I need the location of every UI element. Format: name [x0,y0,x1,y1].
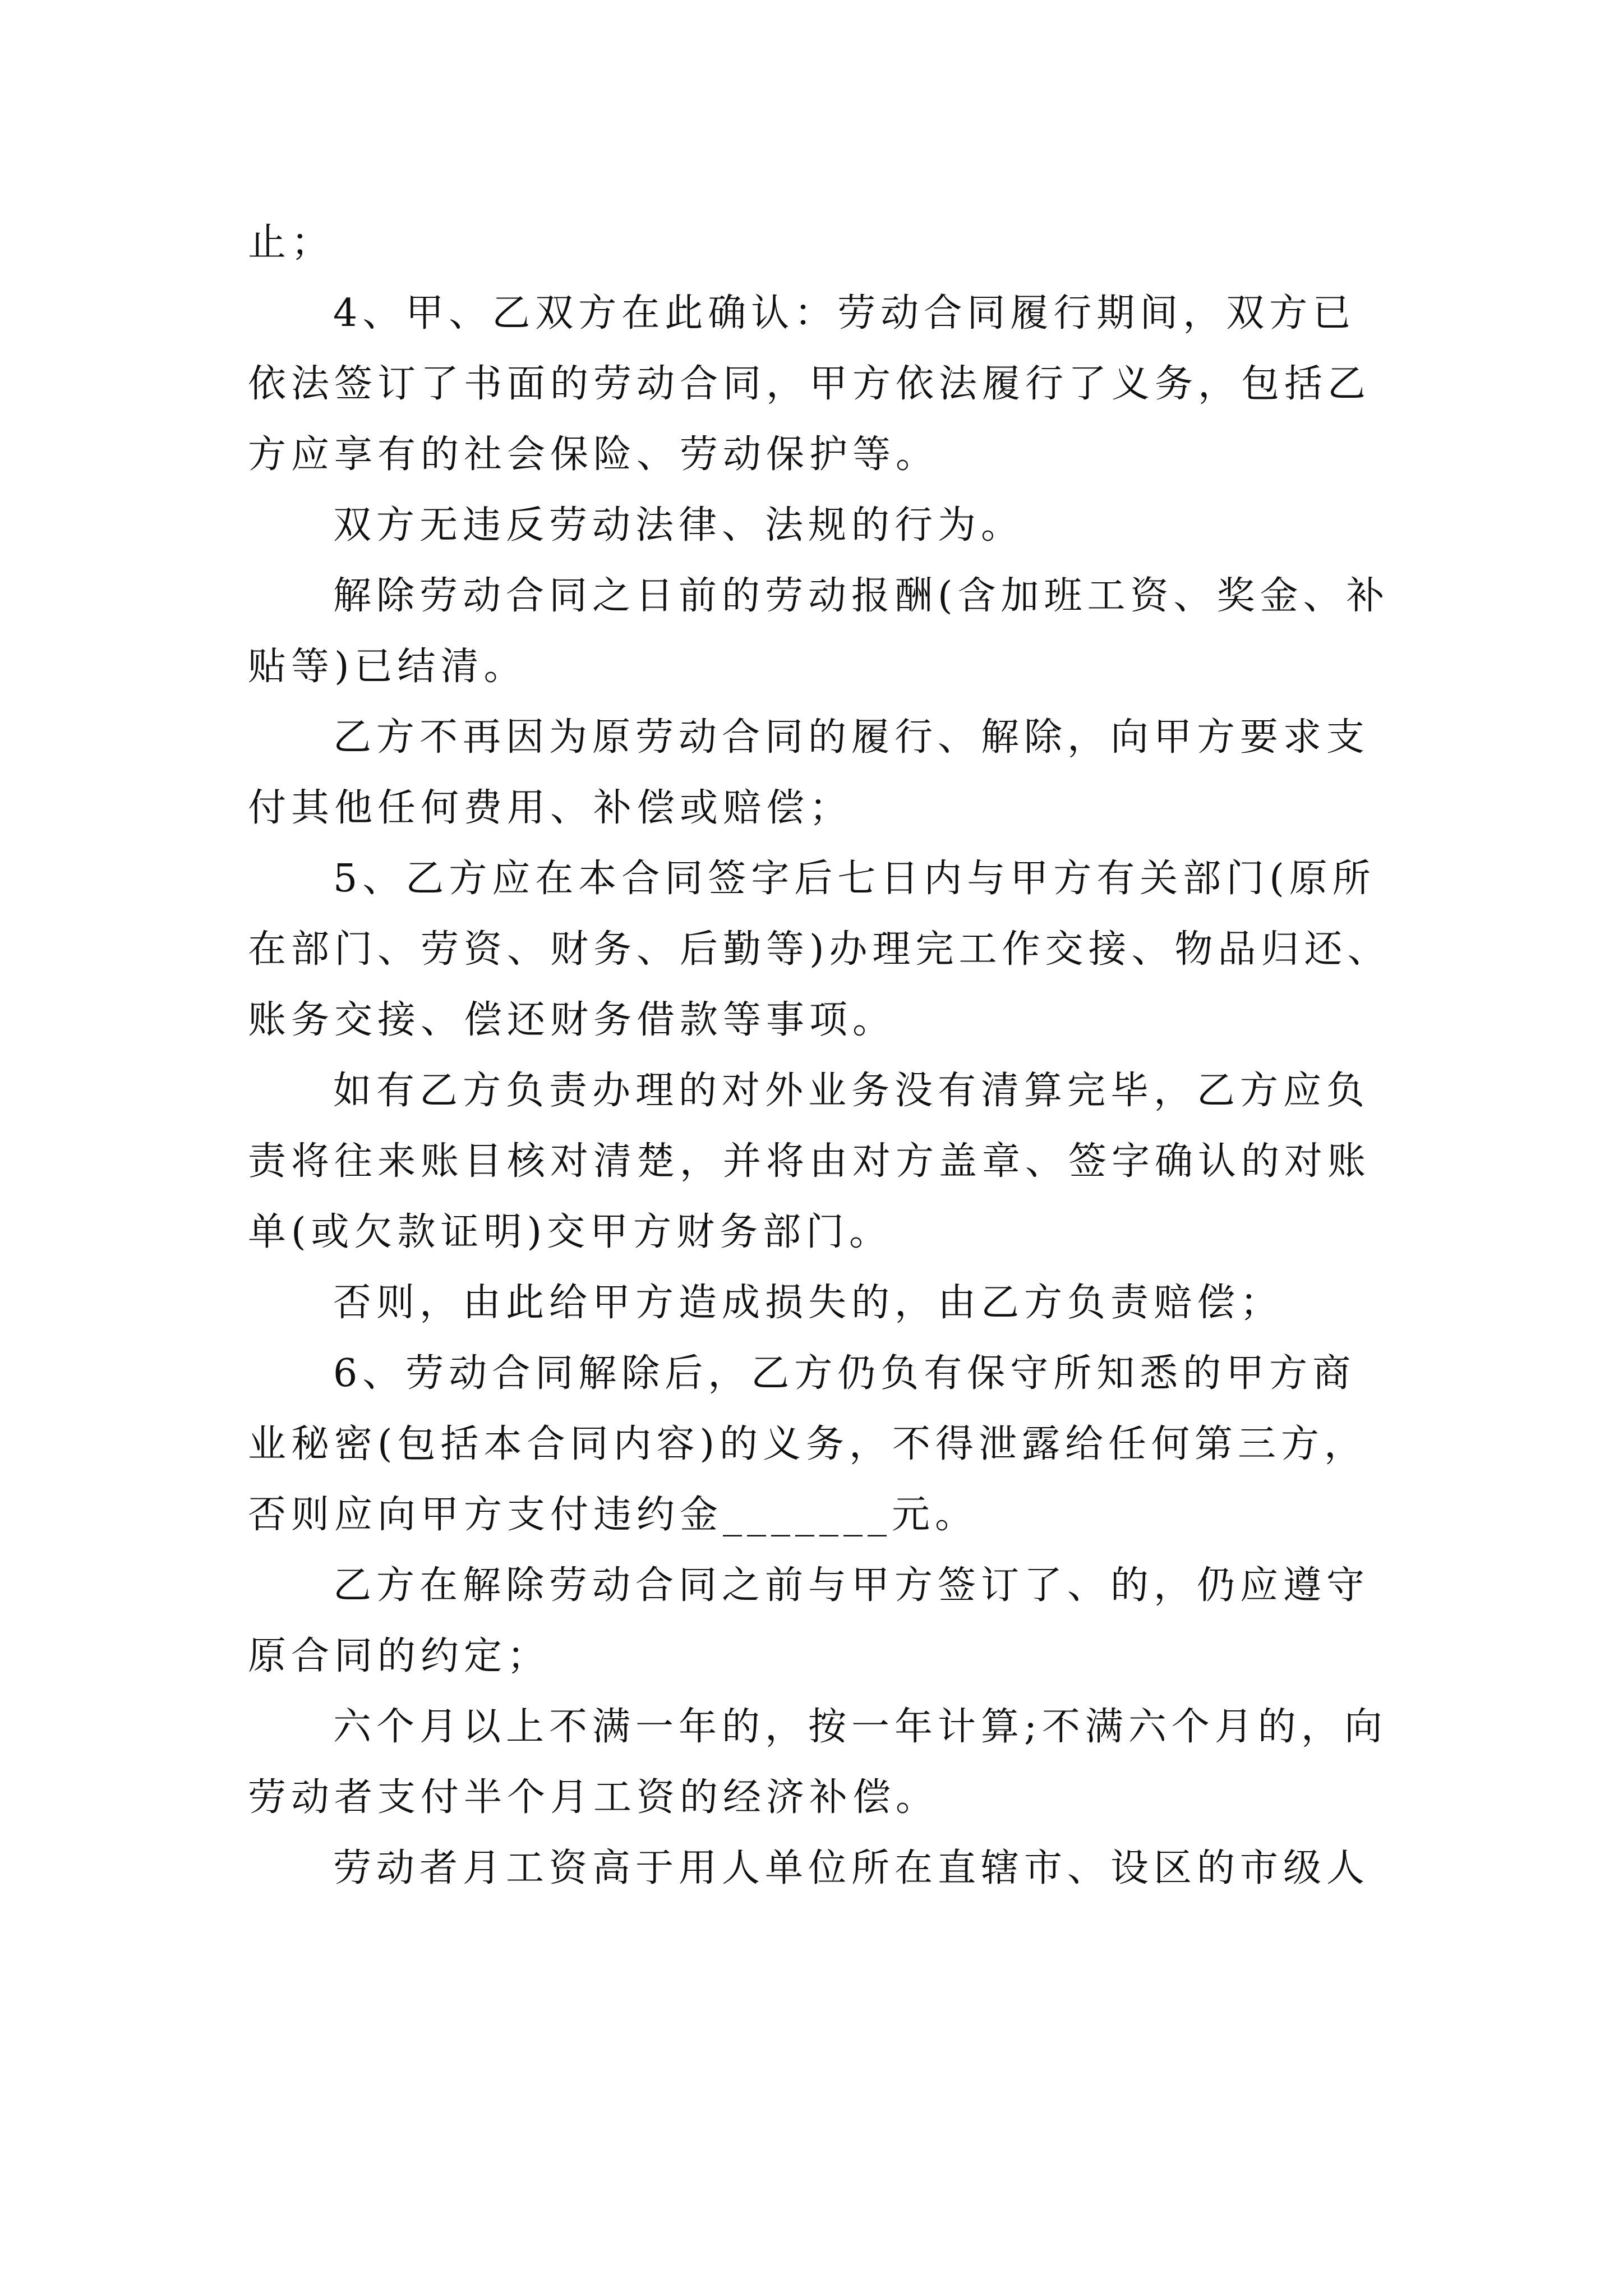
paragraph-10: 乙方在解除劳动合同之前与甲方签订了、的，仍应遵守原合同的约定； [248,1563,1370,1678]
paragraph-11: 六个月以上不满一年的，按一年计算;不满六个月的，向劳动者支付半个月工资的经济补偿。 [248,1705,1387,1820]
paragraph-2: 4、甲、乙双方在此确认：劳动合同履行期间，双方已依法签订了书面的劳动合同，甲方依法履行了义务，包括乙方应享有的社会保险、劳动保护等。 [248,291,1371,477]
paragraph-4: 解除劳动合同之日前的劳动报酬(含加班工资、奖金、补贴等)已结清。 [248,574,1390,689]
paragraph-5: 乙方不再因为原劳动合同的履行、解除，向甲方要求支付其他任何费用、补偿或赔偿； [248,715,1370,830]
paragraph-1: 止； [248,220,335,265]
paragraph-6: 5、乙方应在本合同签字后七日内与甲方有关部门(原所在部门、劳资、财务、后勤等)办理完工作交接、物品归还、账务交接、偿还财务借款等事项。 [248,857,1391,1042]
document-body [248,208,1392,1904]
paragraph-12: 劳动者月工资高于用人单位所在直辖市、设区的市级人 [333,1846,1370,1890]
paragraph-3: 双方无违反劳动法律、法规的行为。 [333,503,1025,547]
paragraph-9: 6、劳动合同解除后，乙方仍负有保守所知悉的甲方商业秘密(包括本合同内容)的义务，不得泄露给任何第三方，否则应向甲方支付违约金_______元。 [248,1351,1368,1537]
paragraph-8: 否则，由此给甲方造成损失的，由乙方负责赔偿； [333,1281,1284,1325]
paragraph-7: 如有乙方负责办理的对外业务没有清算完毕，乙方应负责将往来账目核对清楚，并将由对方盖章、签字确认的对账单(或欠款证明)交甲方财务部门。 [248,1069,1371,1254]
